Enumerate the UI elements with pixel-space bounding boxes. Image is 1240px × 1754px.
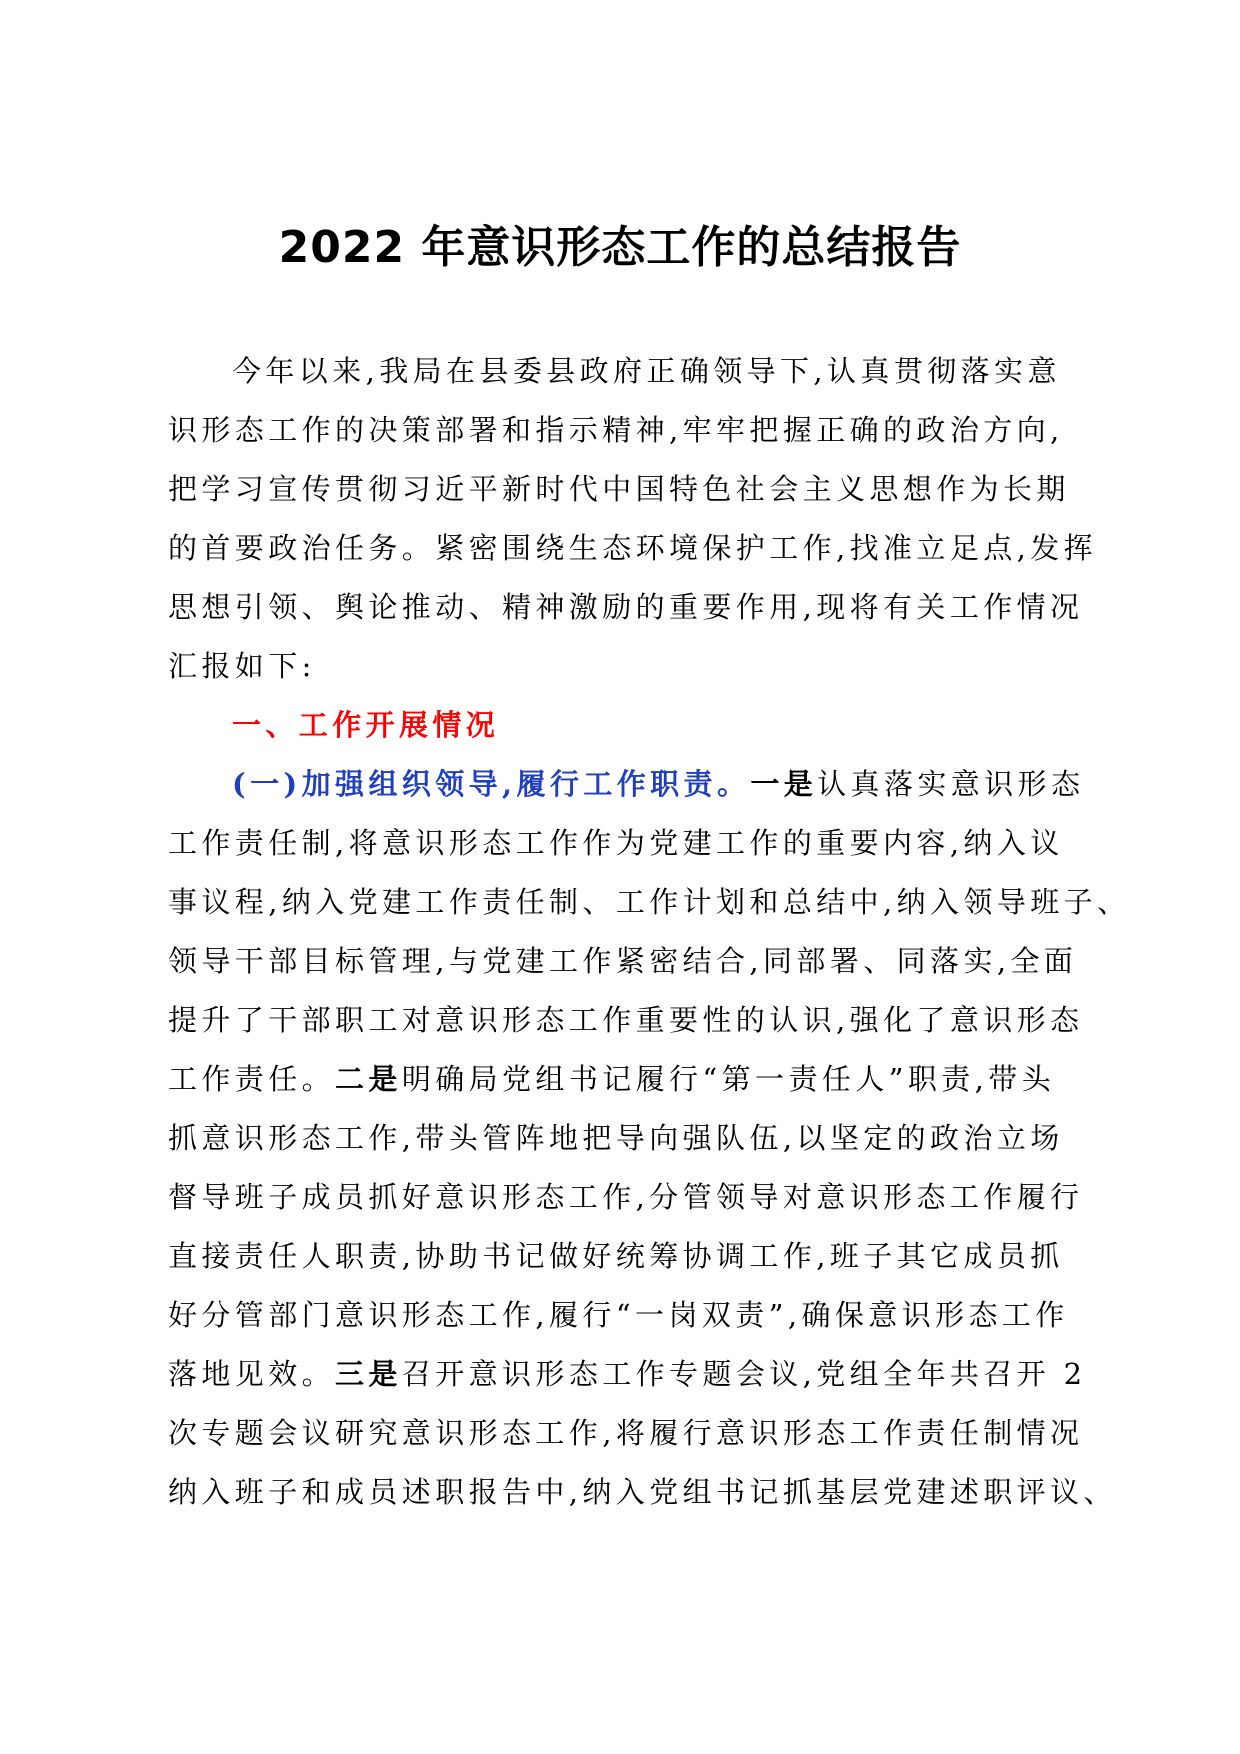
paragraph-line: 次专题会议研究意识形态工作,将履行意识形态工作责任制情况 [168,1416,1084,1450]
paragraph-line-keyword-3 [168,1345,1098,1404]
intro-line: 把学习宣传贯彻习近平新时代中国特色社会主义思想作为长期 [168,472,1070,506]
subsection-line-text: 认真落实意识形态 [817,767,1085,801]
line-text-pre: 工作责任。 [168,1062,336,1096]
paragraph-line: 事议程,纳入党建工作责任制、工作计划和总结中,纳入领导班子、 [168,885,1131,919]
intro-line: 识形态工作的决策部署和指示精神,牢牢把握正确的政治方向, [168,413,1064,447]
line-text-post: 明确局党组书记履行“第一责任人”职责,带头 [401,1062,1056,1096]
paragraph-line-keyword-2 [168,1050,1098,1109]
paragraph-line: 领导干部目标管理,与党建工作紧密结合,同部署、同落实,全面 [168,944,1078,978]
intro-line: 的首要政治任务。紧密围绕生态环境保护工作,找准立足点,发挥 [168,531,1098,565]
paragraph-line: 抓意识形态工作,带头管阵地把导向强队伍,以坚定的政治立场 [168,1121,1064,1155]
intro-line: 今年以来,我局在县委县政府正确领导下,认真贯彻落实意 [232,354,1061,388]
keyword-second: 二是 [335,1062,402,1096]
paragraph-line: 督导班子成员抓好意识形态工作,分管领导对意识形态工作履行 [168,1180,1084,1214]
paragraph-line: 纳入班子和成员述职报告中,纳入党组书记抓基层党建述职评议、 [168,1475,1117,1509]
paragraph-line: 直接责任人职责,协助书记做好统筹协调工作,班子其它成员抓 [168,1239,1064,1273]
document-body [168,342,1131,1522]
line-text-post: 召开意识形态工作专题会议,党组全年共召开 2 [401,1357,1087,1391]
document-title: 2022 年意识形态工作的总结报告 [278,222,962,273]
subsection-heading: (一)加强组织领导,履行工作职责。 [232,767,751,801]
subsection-first-line [168,755,1098,814]
intro-line: 思想引领、舆论推动、精神激励的重要作用,现将有关工作情况 [168,590,1084,624]
keyword-first: 一是 [750,767,818,801]
paragraph-line: 提升了干部职工对意识形态工作重要性的认识,强化了意识形态 [168,1003,1084,1037]
keyword-third: 三是 [335,1357,402,1391]
paragraph-line: 好分管部门意识形态工作,履行“一岗双责”,确保意识形态工作 [168,1298,1069,1332]
intro-line: 汇报如下: [168,649,316,683]
line-text-pre: 落地见效。 [168,1357,336,1391]
paragraph-line: 工作责任制,将意识形态工作作为党建工作的重要内容,纳入议 [168,826,1064,860]
section-heading: 一、工作开展情况 [232,708,500,742]
